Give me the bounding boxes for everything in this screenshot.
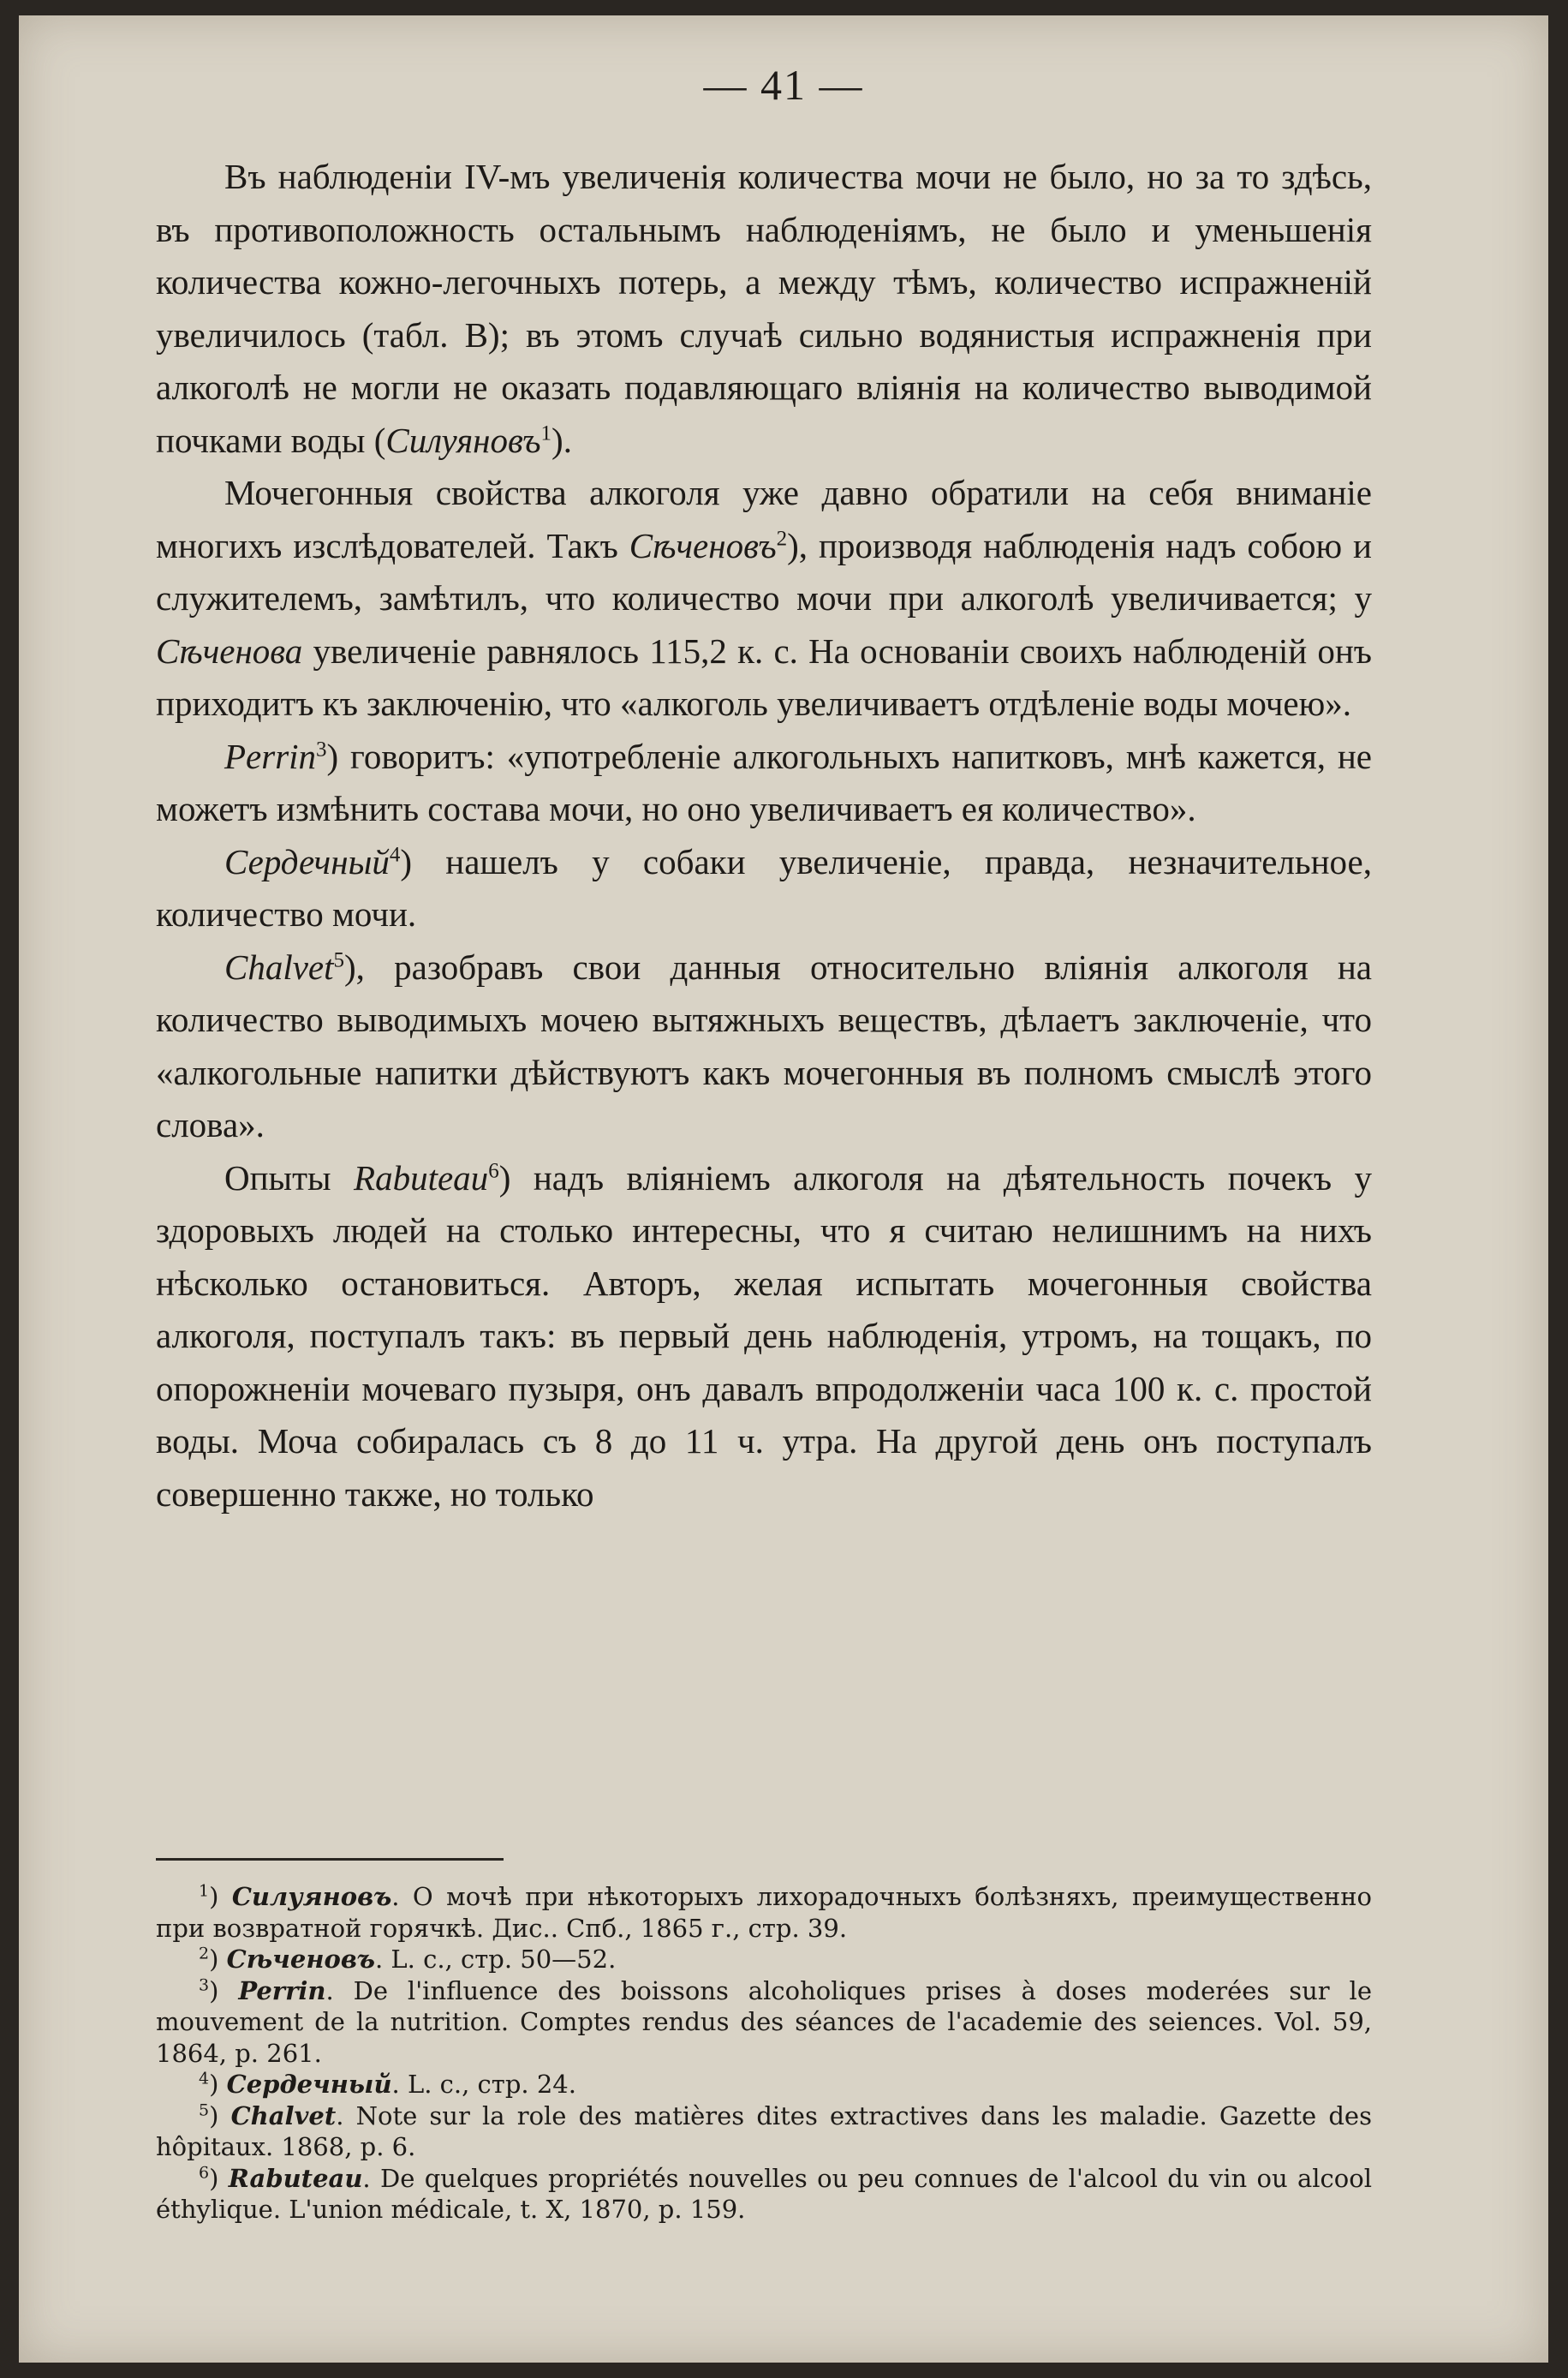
footnote-ref: 2: [776, 526, 788, 550]
text-run: ) нашелъ у собаки увеличеніе, правда, незначительное, количество мочи.: [156, 841, 1372, 934]
footnote-number: 1: [199, 1881, 210, 1901]
footnote-number: 2: [199, 1944, 210, 1963]
footnote-number: 5: [199, 2100, 210, 2119]
text-run: Мочегонныя свойства алкоголя уже давно обратили на себя вниманіе многихъ изслѣдователей. Такъ: [156, 473, 1372, 565]
footnote-bracket: ): [209, 2070, 227, 2099]
cited-author: Perrin: [224, 736, 317, 776]
paragraph: [156, 941, 1372, 1152]
footnote-text: . О мочѣ при нѣкоторыхъ лихорадочныхъ болѣзняхъ, преимущественно при возвратной горячкѣ. Дис.. Спб., 1865 г., стр. 39.: [156, 1882, 1372, 1943]
cited-author: Chalvet: [224, 947, 334, 987]
cited-author: Сердечный: [224, 841, 390, 881]
text-run: ), разобравъ свои данныя относительно вліянія алкоголя на количество выводимыхъ мочею вытяжныхъ веществъ, дѣлаетъ заключеніе, что «алкогольные напитки дѣйствуютъ какъ мочегонныя въ полномъ смыслѣ этого слова».: [156, 947, 1372, 1144]
footnote-author: Сердечный: [226, 2070, 392, 2099]
footnote-author: Сѣченовъ: [226, 1945, 375, 1974]
footnote-bracket: ): [209, 1882, 232, 1911]
footnote: [156, 2069, 1372, 2100]
footnote-bracket: ): [209, 2163, 229, 2193]
footnote-ref: 6: [488, 1158, 499, 1182]
footnote-author: Perrin: [238, 1975, 326, 2005]
footnote-bracket: ): [209, 2100, 231, 2130]
paragraph: [156, 467, 1372, 731]
footnote-bracket: ): [209, 1975, 239, 2005]
footnote-text: . De quelques propriétés nouvelles ou peu connues de l'alcool du vin ou alcool éthylique. L'union médicale, t. X, 1870, p. 159.: [156, 2163, 1372, 2224]
footnote-ref: 4: [389, 842, 401, 866]
text-run: ) говоритъ: «употребленіе алкогольныхъ напитковъ, мнѣ кажется, не можетъ измѣнить состава мочи, но оно увеличиваетъ ея количество».: [156, 736, 1372, 828]
book-page: [19, 15, 1548, 2363]
footnote: [156, 1975, 1372, 2070]
footnote-number: 4: [199, 2069, 210, 2088]
footnote-number: 3: [199, 1975, 210, 1994]
footnote-author: Силуяновъ: [231, 1882, 392, 1911]
text-run: увеличеніе равнялось 115,2 к. с. На основаніи своихъ наблюденій онъ приходитъ къ заключенію, что «алкоголь увеличиваетъ отдѣленіе воды мочею».: [156, 630, 1372, 723]
footnote-text: . Note sur la role des matières dites extractives dans les maladie. Gazette des hôpitaux. 1868, p. 6.: [156, 2100, 1372, 2161]
paragraph: [156, 836, 1372, 941]
footnote-text: . L. c., стр. 50—52.: [374, 1945, 617, 1974]
footnote-author: Chalvet: [230, 2100, 337, 2130]
footnote: [156, 2100, 1372, 2163]
footnote: [156, 1944, 1372, 1975]
footnote-number: 6: [199, 2162, 210, 2182]
footnote-ref: 5: [333, 947, 345, 971]
paragraph: [156, 731, 1372, 836]
footnote-ref: 1: [540, 421, 552, 445]
paragraph: [156, 1152, 1372, 1521]
text-run: Опыты: [224, 1157, 355, 1198]
footnote-text: . De l'influence des boissons alcoholiques prises à doses moderées sur le mouvement de la nutrition. Comptes rendus des séances de l'academie des seiences. Vol. 59, 1864, p. 261.: [156, 1975, 1372, 2068]
text-run: ), производя наблюденія надъ собою и служителемъ, замѣтилъ, что количество мочи при алкоголѣ увеличивается; у: [156, 525, 1372, 618]
footnote-author: Rabuteau: [228, 2163, 363, 2193]
paragraph: [156, 151, 1372, 467]
text-run: ) надъ вліяніемъ алкоголя на дѣятельность почекъ у здоровыхъ людей на столько интересны, что я считаю нелишнимъ на нихъ нѣсколько остановиться. Авторъ, желая испытать мочегонныя свойства алкоголя, поступалъ такъ: въ первый день наблюденія, утромъ, на тощакъ, по опорожненіи мочеваго пузыря, онъ давалъ впродолженіи часа 100 к. с. простой воды. Моча собиралась съ 8 до 11 ч. утра. На другой день онъ поступалъ совершенно также, но только: [156, 1157, 1372, 1514]
footnote: [156, 1881, 1372, 1944]
text-run: ).: [551, 420, 572, 460]
cited-author: Rabuteau: [354, 1157, 489, 1198]
text-run: Въ наблюденіи IV-мъ увеличенія количества мочи не было, но за то здѣсь, въ противоположность остальнымъ наблюденіямъ, не было и уменьшенія количества кожно-легочныхъ потерь, а между тѣмъ, количество испражненій увеличилось (табл. В); въ этомъ случаѣ сильно водянистыя испражненія при алкоголѣ не могли не оказать подавляющаго вліянія на количество выводимой почками воды (: [156, 157, 1372, 460]
page-number: — 41 —: [703, 61, 864, 109]
footnote: [156, 2163, 1372, 2226]
footnote-divider: [156, 1858, 504, 1861]
footnote-ref: 3: [316, 737, 327, 761]
cited-author: Сѣченовъ: [629, 525, 777, 565]
cited-author: Силуяновъ: [385, 420, 541, 460]
footnote-text: . L. c., стр. 24.: [391, 2070, 576, 2099]
footnote-bracket: ): [209, 1945, 227, 1974]
cited-author: Сѣченова: [156, 630, 303, 671]
body-text: [156, 151, 1372, 1521]
footnotes: [156, 1881, 1372, 2226]
